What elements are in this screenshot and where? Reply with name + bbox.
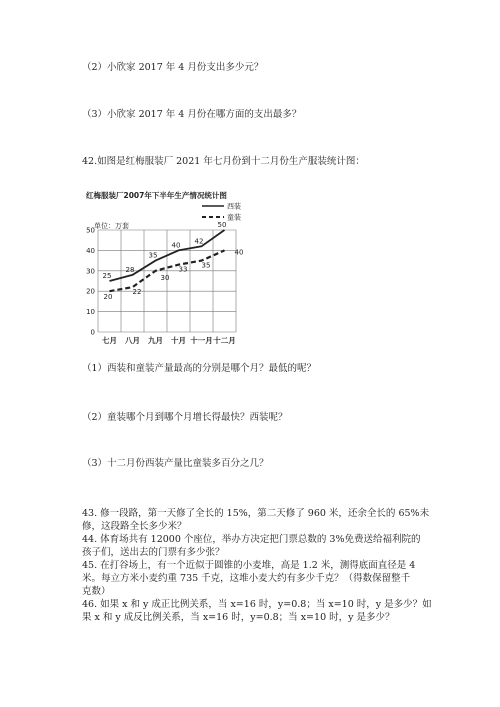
y-tick-label: 10 <box>86 308 95 317</box>
y-tick-label: 30 <box>86 267 95 276</box>
x-tick-label: 十一月 <box>190 336 213 345</box>
legend-label: 童装 <box>227 213 241 222</box>
question-44-line-1: 44. 体育场共有 12000 个座位，举办方决定把门票总数的 3%免费送给福利院的 <box>82 534 421 545</box>
question-41-part-2: （2）小欣家 2017 年 4 月份支出多少元？ <box>82 62 264 73</box>
x-tick-label: 十二月 <box>213 336 236 345</box>
data-label: 40 <box>171 241 181 250</box>
question-45-line-2: 米。每立方米小麦约重 735 千克，这堆小麦大约有多少千克？（得数保留整千 <box>82 573 411 584</box>
data-label: 22 <box>132 288 142 297</box>
question-45-line-3: 克数） <box>82 586 111 597</box>
question-44-line-2: 孩子们，送出去的门票有多少张？ <box>82 547 225 558</box>
data-label: 33 <box>178 265 188 274</box>
x-tick-label: 七月 <box>102 336 117 345</box>
chart-data-labels <box>103 221 244 301</box>
y-axis-ticks <box>86 227 95 337</box>
data-label: 42 <box>194 237 204 246</box>
x-tick-label: 九月 <box>148 336 163 345</box>
data-label: 25 <box>102 272 112 280</box>
chart-title: 红梅服装厂2007年下半年生产情况统计图 <box>86 191 227 200</box>
question-46-line-1: 46. 如果 x 和 y 成正比例关系，当 x=16 时，y=0.8；当 x=10 时，y 是多少？如 <box>82 599 432 610</box>
legend-label: 西装 <box>227 202 241 211</box>
chart-unit-label: 单位：万套 <box>94 222 129 230</box>
data-label: 30 <box>160 273 170 282</box>
question-43-line-2: 修，这段路全长多少米？ <box>82 521 187 532</box>
x-axis-ticks <box>102 335 236 345</box>
data-label: 28 <box>125 265 135 274</box>
chart-legend <box>202 202 241 222</box>
question-42-prompt: 42.如图是红梅服装厂 2021 年七月份到十二月份生产服装统计图： <box>82 156 365 167</box>
data-label: 50 <box>217 221 227 229</box>
data-label: 35 <box>148 251 158 260</box>
question-41-part-3: （3）小欣家 2017 年 4 月份在哪方面的支出最多？ <box>82 109 302 120</box>
data-label: 40 <box>234 248 244 257</box>
data-label: 20 <box>103 293 113 302</box>
question-42-part-1: （1）西装和童装产量最高的分别是哪个月？最低的呢？ <box>82 363 317 374</box>
question-42-part-3: （3）十二月份西装产量比童装多百分之几？ <box>82 458 269 469</box>
x-tick-label: 十月 <box>171 336 186 345</box>
question-43-line-1: 43. 修一段路，第一天修了全长的 15%，第二天修了 960 米，还余全长的 65%未 <box>82 508 430 519</box>
production-line-chart <box>84 186 254 346</box>
y-tick-label: 50 <box>86 226 95 235</box>
x-tick-label: 八月 <box>125 336 140 345</box>
y-tick-label: 40 <box>86 246 95 255</box>
data-label: 35 <box>201 261 211 270</box>
y-tick-label: 0 <box>90 328 95 337</box>
y-tick-label: 20 <box>86 287 95 296</box>
question-42-part-2: （2）童装哪个月到哪个月增长得最快？西装呢？ <box>82 412 288 423</box>
question-45-line-1: 45. 在打谷场上，有一个近似于圆锥的小麦堆，高是 1.2 米，测得底面直径是 4 <box>82 560 416 571</box>
question-46-line-2: 果 x 和 y 成反比例关系，当 x=16 时，y=0.8；当 x=10 时，y 是多少？ <box>82 612 395 623</box>
